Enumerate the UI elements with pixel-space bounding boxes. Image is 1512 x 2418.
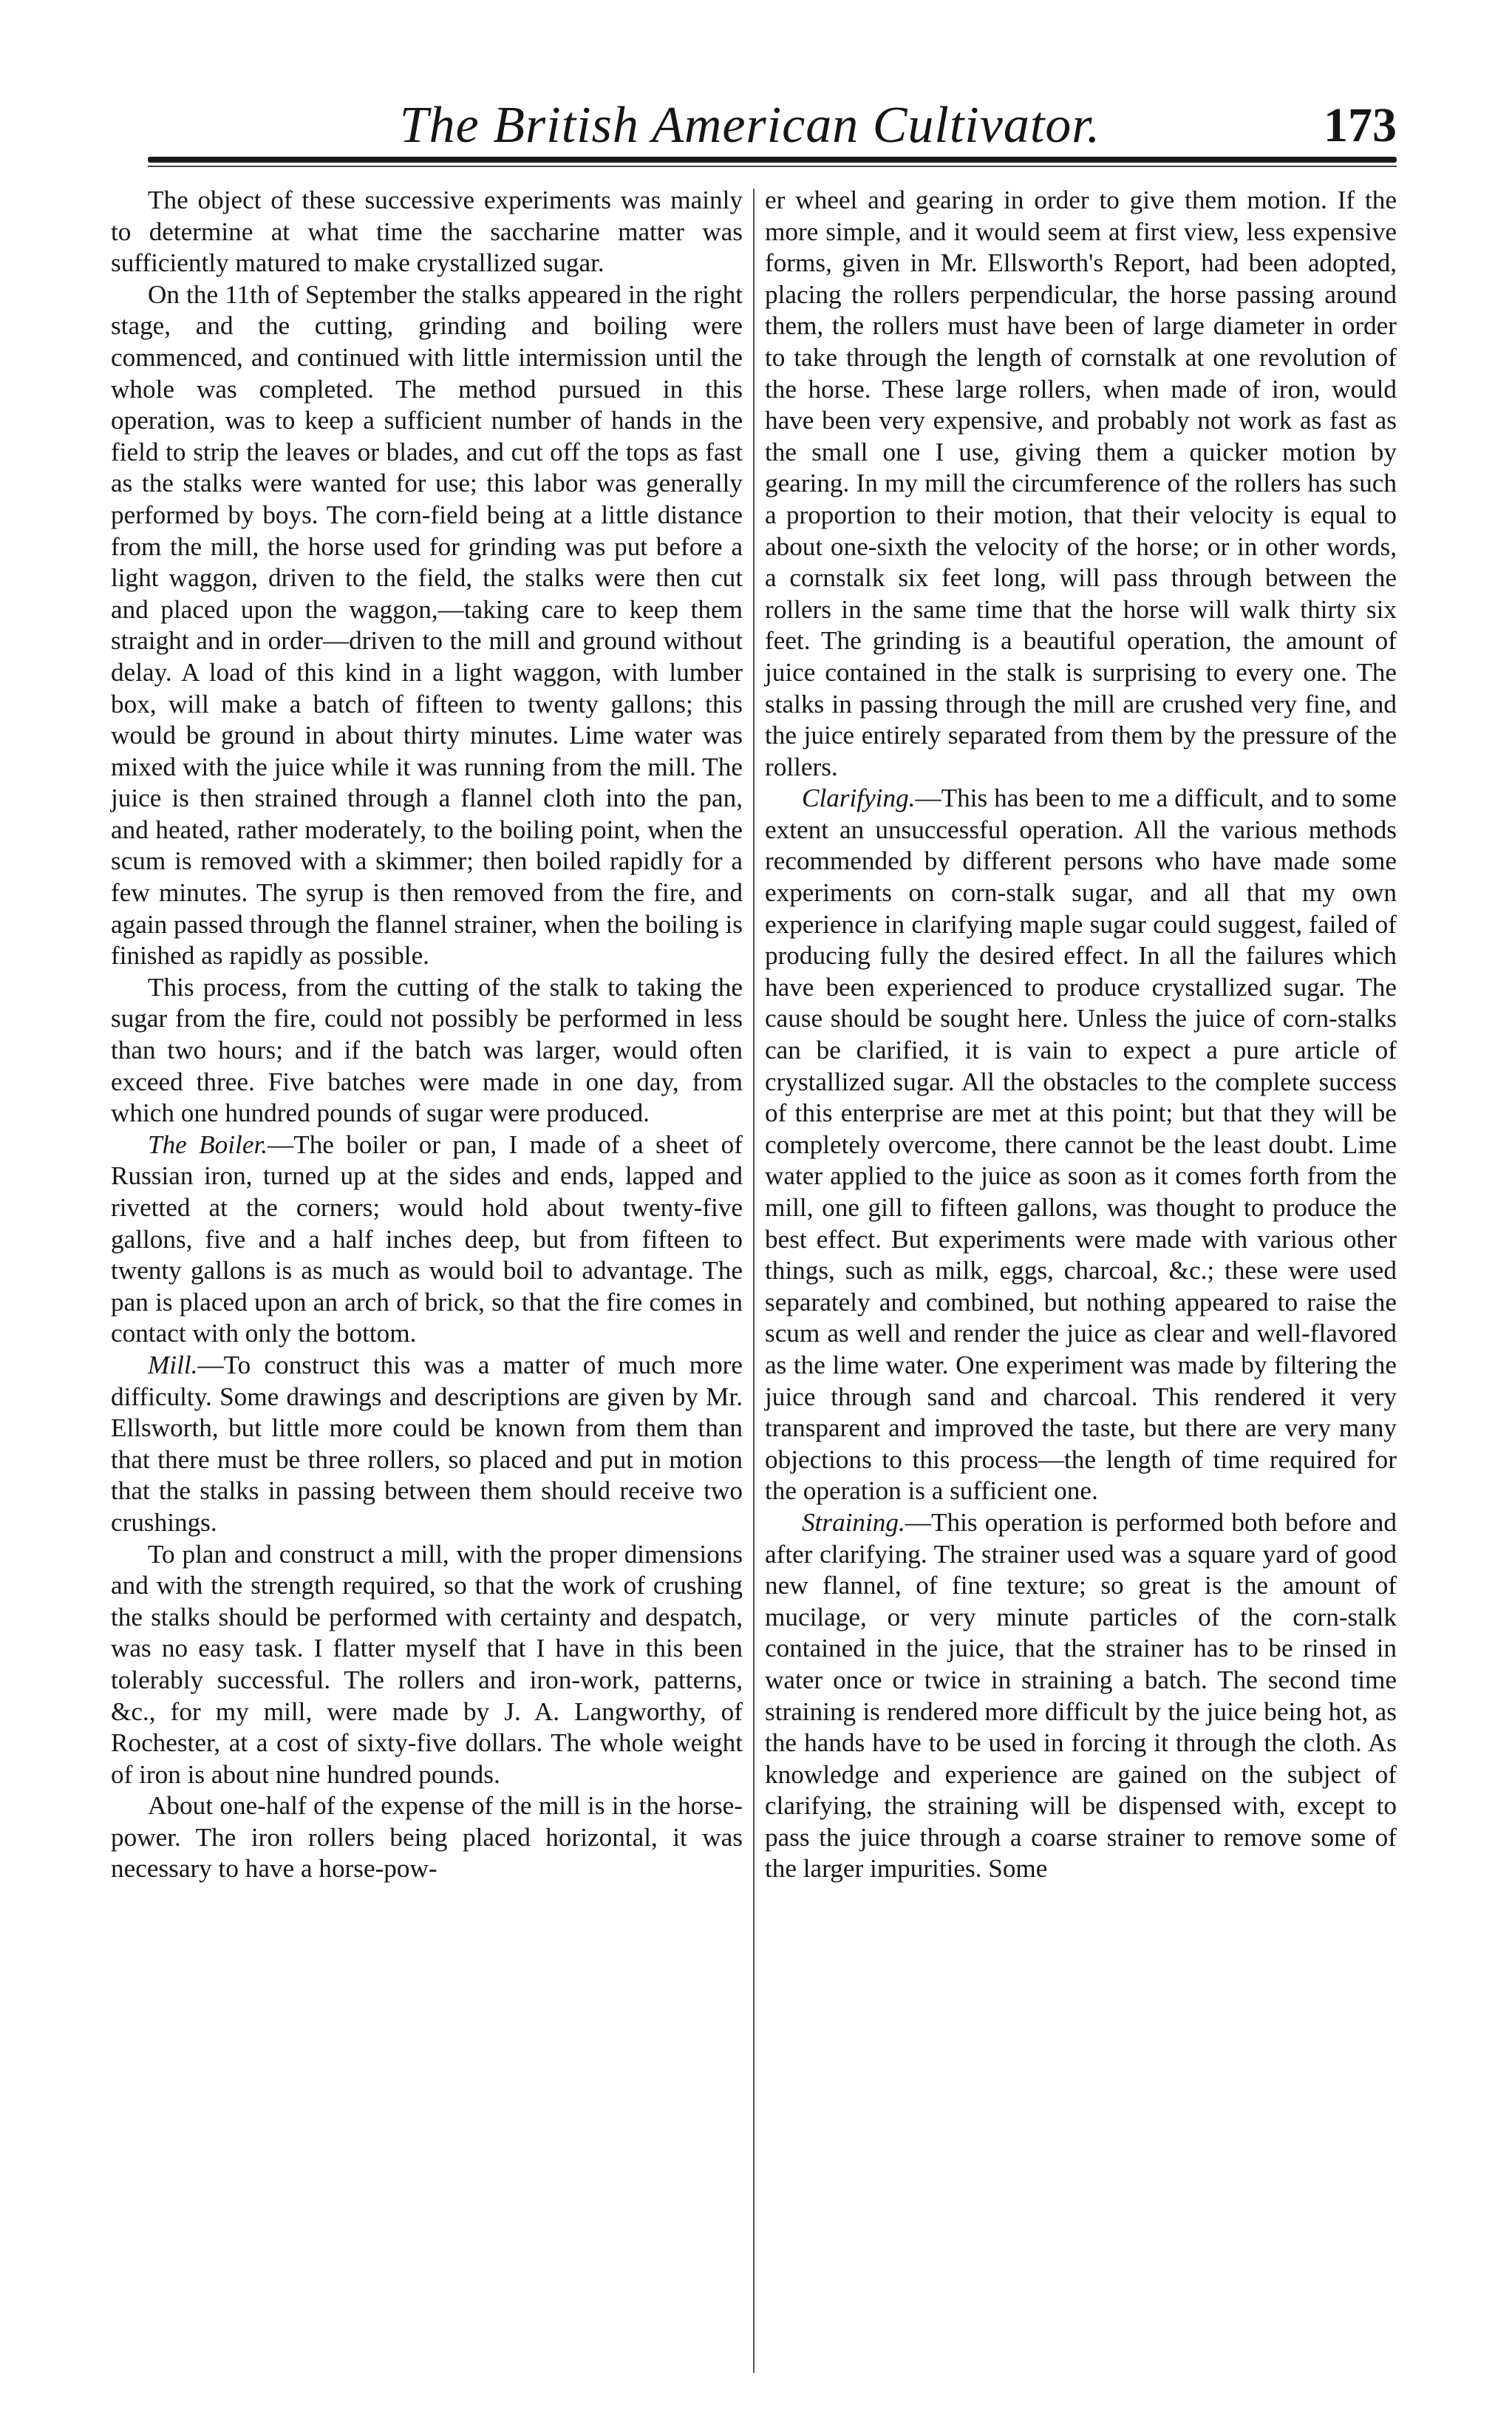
paragraph xyxy=(765,783,1397,1507)
column-divider xyxy=(753,189,755,2373)
header-rule-thin xyxy=(148,166,1397,167)
section-heading-boiler: The Boiler. xyxy=(148,1130,268,1159)
paragraph-text: To plan and construct a mill, with the proper dimensions and with the strength required, so that the work of crushing the stalks should be performed with certainty and despatch, was no easy task. I flatter myself that I have in this been tolerably successful. The rollers and iron-work, patterns, &c., for my mill, were made by J. A. Langworthy, of Rochester, at a cost of sixty-five dollars. The whole weight of iron is about nine hundred pounds. xyxy=(111,1539,743,1789)
running-title: The British American Cultivator. xyxy=(399,97,1101,154)
paragraph xyxy=(765,185,1397,783)
section-heading-clarifying: Clarifying. xyxy=(802,784,916,813)
left-column xyxy=(111,185,743,1885)
paragraph-text: er wheel and gearing in order to give them motion. If the more simple, and it would seem at first view, less expensive forms, given in Mr. Ellsworth's Report, had been adopted, placing the rollers perpendicular, the horse passing around them, the rollers must have been of large diameter in order to take through the length of cornstalk at one revolution of the horse. These large rollers, when made of iron, would have been very expensive, and probably not work as fast as the small one I use, giving them a quicker motion by gearing. In my mill the circumference of the rollers has such a proportion to their motion, that their velocity is equal to about one-sixth the velocity of the horse; or in other words, a cornstalk six feet long, will pass through between the rollers in the same time that the horse will walk thirty six feet. The grinding is a beautiful operation, the amount of juice contained in the stalk is surprising to every one. The stalks in passing through the mill are crushed very fine, and the juice entirely separated from them by the pressure of the rollers. xyxy=(765,186,1397,781)
paragraph-text: —This has been to me a difficult, and to some extent an unsuccessful operation. All the various methods recommended by different persons who have made some experiments on corn-stalk sugar, and all that my own experience in clarifying maple sugar could suggest, failed of producing fully the desired effect. In all the failures which have been experienced to produce crystallized sugar. The cause should be sought here. Unless the juice of corn-stalks can be clarified, it is vain to expect a pure article of crystallized sugar. All the obstacles to the complete success of this enterprise are met at this point; but that they will be completely overcome, there cannot be the least doubt. Lime water applied to the juice as soon as it comes forth from the mill, one gill to fifteen gallons, was thought to produce the best effect. But experiments were made with various other things, such as milk, eggs, charcoal, &c.; these were used separately and combined, but nothing appeared to raise the scum as well and render the juice as clear and well-flavored as the lime water. One experiment was made by filtering the juice through sand and charcoal. This rendered it very transparent and improved the taste, but there are very many objections to this process—the length of time required for the operation is a sufficient one. xyxy=(765,784,1397,1506)
paragraph xyxy=(111,1130,743,1350)
paragraph xyxy=(111,1539,743,1791)
paragraph xyxy=(111,1790,743,1885)
paragraph xyxy=(111,185,743,279)
page-number: 173 xyxy=(1324,98,1397,152)
header-rule xyxy=(148,157,1397,163)
paragraph-text: On the 11th of September the stalks appeared in the right stage, and the cutting, grinding and boiling were commenced, and continued with little intermission until the whole was completed. The method pursued in this operation, was to keep a sufficient number of hands in the field to strip the leaves or blades, and cut off the tops as fast as the stalks were wanted for use; this labor was generally performed by boys. The corn-field being at a little distance from the mill, the horse used for grinding was put before a light waggon, driven to the field, the stalks were then cut and placed upon the waggon,—taking care to keep them straight and in order—driven to the mill and ground without delay. A load of this kind in a light waggon, with lumber box, will make a batch of fifteen to twenty gallons; this would be ground in about thirty minutes. Lime water was mixed with the juice while it was running from the mill. The juice is then strained through a flannel cloth into the pan, and heated, rather moderately, to the boiling point, when the scum is removed with a skimmer; then boiled rapidly for a few minutes. The syrup is then removed from the fire, and again passed through the flannel strainer, when the boiling is finished as rapidly as possible. xyxy=(111,279,743,971)
paragraph xyxy=(111,1350,743,1539)
paragraph-text: —To construct this was a matter of much more difficulty. Some drawings and descriptions are given by Mr. Ellsworth, but little more could be known from them than that there must be three rollers, so placed and put in motion that the stalks in passing between them should receive two crushings. xyxy=(111,1350,743,1537)
paragraph xyxy=(111,279,743,972)
paragraph-text: This process, from the cutting of the stalk to taking the sugar from the fire, could not possibly be performed in less than two hours; and if the batch was larger, would often exceed three. Five batches were made in one day, from which one hundred pounds of sugar were produced. xyxy=(111,972,743,1128)
section-heading-straining: Straining. xyxy=(802,1507,905,1537)
paragraph-text: About one-half of the expense of the mill is in the horse-power. The iron rollers being placed horizontal, it was necessary to have a horse-pow- xyxy=(111,1791,743,1884)
paragraph xyxy=(765,1507,1397,1885)
paragraph-text: —This operation is performed both before and after clarifying. The strainer used was a square yard of good new flannel, of fine texture; so great is the amount of mucilage, or very minute particles of the corn-stalk contained in the juice, that the strainer has to be rinsed in water once or twice in straining a batch. The second time straining is rendered more difficult by the juice being hot, as the hands have to be used in forcing it through the cloth. As knowledge and experience are gained on the subject of clarifying, the straining will be dispensed with, except to pass the juice through a coarse strainer to remove some of the larger impurities. Some xyxy=(765,1507,1397,1884)
paragraph-text: The object of these successive experiments was mainly to determine at what time the saccharine matter was sufficiently matured to make crystallized sugar. xyxy=(111,186,743,278)
section-heading-mill: Mill. xyxy=(148,1350,198,1379)
paragraph xyxy=(111,972,743,1130)
page-header xyxy=(96,96,1404,155)
paragraph-text: —The boiler or pan, I made of a sheet of Russian iron, turned up at the sides and ends, lapped and rivetted at the corners; would hold about twenty-five gallons, five and a half inches deep, but from fifteen to twenty gallons is as much as would boil to advantage. The pan is placed upon an arch of brick, so that the fire comes in contact with only the bottom. xyxy=(111,1130,743,1348)
right-column xyxy=(765,185,1397,1885)
